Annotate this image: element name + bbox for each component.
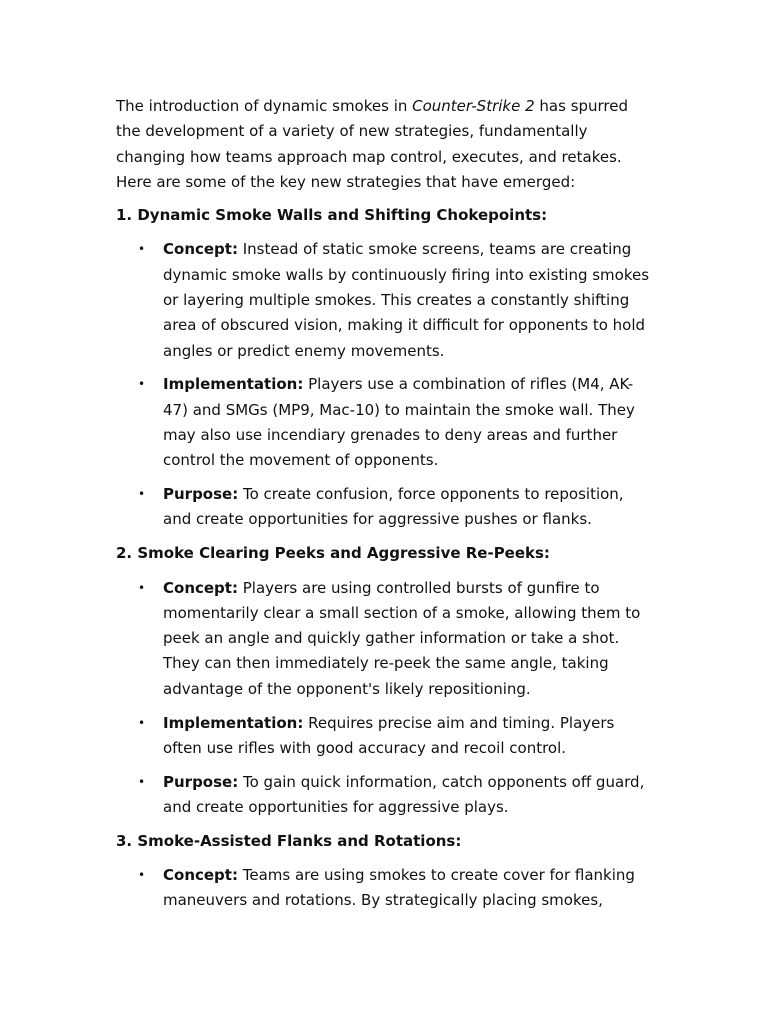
section-heading: 1. Dynamic Smoke Walls and Shifting Chokepoints:	[116, 206, 548, 225]
list-item	[116, 237, 656, 363]
list-item	[116, 770, 656, 821]
bullet-list	[116, 863, 656, 914]
item-term: Purpose:	[163, 772, 239, 791]
section-heading: 3. Smoke-Assisted Flanks and Rotations:	[116, 831, 462, 850]
item-term: Implementation:	[163, 713, 304, 732]
item-term: Concept:	[163, 578, 238, 597]
bullet-icon: •	[138, 487, 146, 502]
list-item	[116, 863, 656, 914]
bullet-icon: •	[138, 580, 146, 595]
bullet-icon: •	[138, 715, 146, 730]
item-term: Purpose:	[163, 485, 239, 504]
item-text: To gain quick information, catch opponents off guard, and create opportunities for aggressive plays.	[163, 772, 645, 816]
item-text: Teams are using smokes to create cover for flanking maneuvers and rotations. By strategically placing smokes,	[163, 866, 635, 910]
section-heading: 2. Smoke Clearing Peeks and Aggressive Re-Peeks:	[116, 544, 550, 563]
bullet-list	[116, 237, 656, 532]
list-item	[116, 576, 656, 702]
item-text: To create confusion, force opponents to reposition, and create opportunities for aggressive pushes or flanks.	[163, 485, 624, 529]
intro-text-after: has spurred the development of a variety of new strategies, fundamentally changing how teams approach map control, executes, and retakes. Here are some of the key new strategies that have emerged:	[116, 97, 629, 191]
item-text: Instead of static smoke screens, teams are creating dynamic smoke walls by continuously firing into existing smokes or layering multiple smokes. This creates a constantly shifting area of obscured vision, making it difficult for opponents to hold angles or predict enemy movements.	[163, 240, 650, 360]
game-title: Counter-Strike 2	[412, 97, 535, 115]
list-item	[116, 482, 656, 533]
bullet-icon: •	[138, 377, 146, 392]
item-term: Concept:	[163, 866, 238, 885]
list-item	[116, 372, 656, 473]
item-term: Concept:	[163, 240, 238, 259]
item-text: Requires precise aim and timing. Players often use rifles with good accuracy and recoil control.	[163, 713, 615, 757]
item-term: Implementation:	[163, 375, 304, 394]
bullet-list	[116, 576, 656, 821]
list-item	[116, 711, 656, 762]
bullet-icon: •	[138, 774, 146, 789]
intro-text-before: The introduction of dynamic smokes in	[116, 97, 413, 115]
bullet-icon: •	[138, 242, 146, 257]
item-text: Players are using controlled bursts of gunfire to momentarily clear a small section of a smoke, allowing them to peek an angle and quickly gather information or take a shot. They can then immediately re-peek the same angle, taking advantage of the opponent's likely repositioning.	[163, 578, 641, 698]
intro-paragraph	[116, 94, 656, 195]
bullet-icon: •	[138, 868, 146, 883]
item-text: Players use a combination of rifles (M4, AK-47) and SMGs (MP9, Mac-10) to maintain the smoke wall. They may also use incendiary grenades to deny areas and further control the movement of opponents.	[163, 375, 635, 470]
document-page	[116, 94, 656, 922]
